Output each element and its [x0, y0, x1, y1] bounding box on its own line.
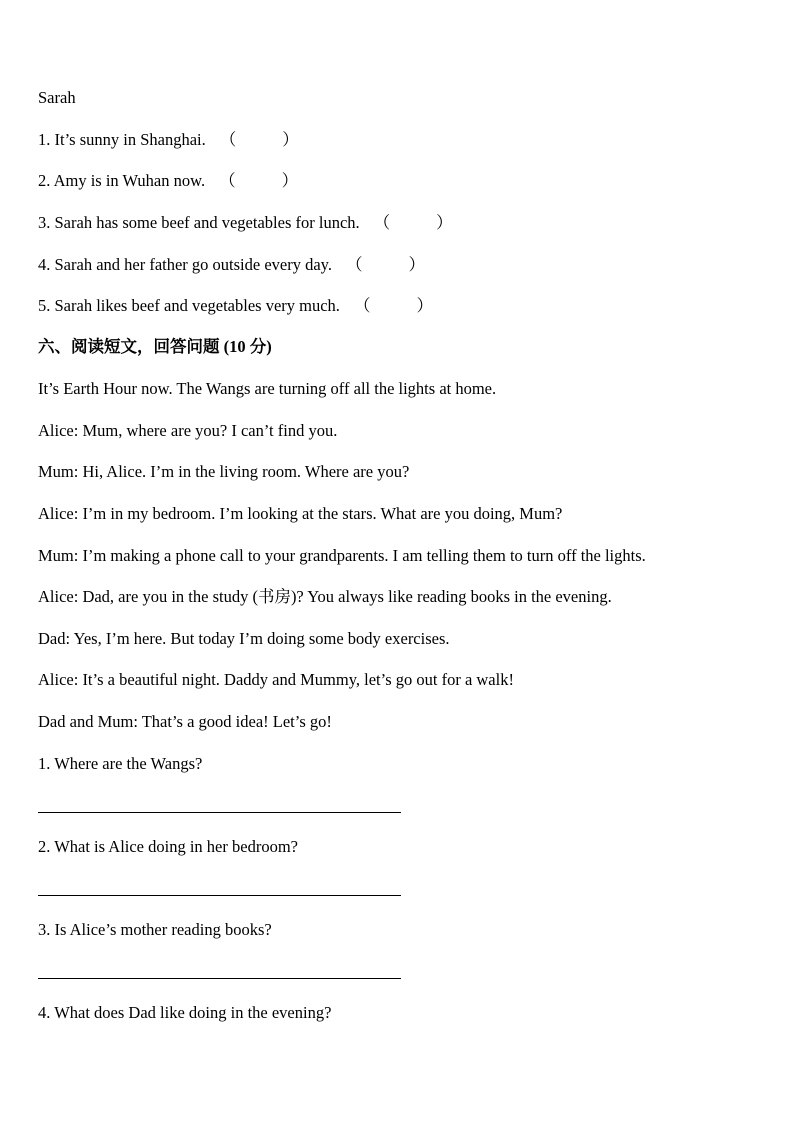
answer-bracket: （ ）	[219, 171, 299, 190]
passage-line-4: Alice: I’m in my bedroom. I’m looking at the stars. What are you doing, Mum?	[38, 504, 563, 523]
question-4: 4. What does Dad like doing in the evening?	[38, 1003, 332, 1022]
question-1: 1. Where are the Wangs?	[38, 754, 203, 773]
statement-text: 1. It’s sunny in Shanghai.	[38, 130, 206, 149]
answer-bracket: （ ）	[373, 213, 453, 232]
statement-text: 2. Amy is in Wuhan now.	[38, 171, 206, 190]
passage-line-8: Alice: It’s a beautiful night. Daddy and Mummy, let’s go out for a walk!	[38, 670, 514, 689]
true-false-statement-5	[38, 296, 433, 316]
answer-line-1[interactable]	[38, 812, 401, 813]
answer-bracket: （ ）	[346, 255, 425, 274]
passage-line-6: Alice: Dad, are you in the study (书房)? You always like reading books in the evening.	[38, 587, 612, 606]
section-heading: 六、阅读短文，回答问题 (10 分)	[38, 337, 272, 356]
question-2: 2. What is Alice doing in her bedroom?	[38, 837, 298, 856]
passage-line-9: Dad and Mum: That’s a good idea! Let’s go!	[38, 712, 332, 731]
statement-text: 3. Sarah has some beef and vegetables for lunch.	[38, 213, 360, 232]
statement-text: 5. Sarah likes beef and vegetables very much.	[38, 296, 340, 315]
passage-line-7: Dad: Yes, I’m here. But today I’m doing some body exercises.	[38, 629, 450, 648]
passage-line-2: Alice: Mum, where are you? I can’t find you.	[38, 421, 338, 440]
statement-text: 4. Sarah and her father go outside every day.	[38, 255, 332, 274]
question-3: 3. Is Alice’s mother reading books?	[38, 920, 272, 939]
true-false-statement-1	[38, 130, 299, 150]
answer-bracket: （ ）	[219, 130, 299, 149]
answer-bracket: （ ）	[353, 296, 433, 315]
passage-signature: Sarah	[38, 88, 76, 107]
true-false-statement-2	[38, 171, 298, 191]
passage-line-1: It’s Earth Hour now. The Wangs are turning off all the lights at home.	[38, 379, 497, 398]
passage-line-3: Mum: Hi, Alice. I’m in the living room. Where are you?	[38, 462, 410, 481]
answer-line-2[interactable]	[38, 895, 401, 896]
true-false-statement-4	[38, 255, 425, 275]
passage-line-5: Mum: I’m making a phone call to your grandparents. I am telling them to turn off the lights.	[38, 546, 646, 565]
answer-line-3[interactable]	[38, 978, 401, 979]
true-false-statement-3	[38, 213, 453, 233]
